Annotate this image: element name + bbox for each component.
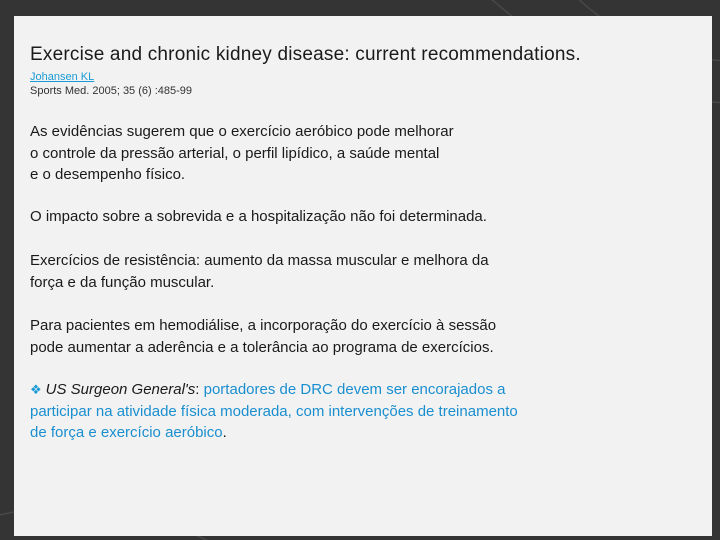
paragraph-line: As evidências sugerem que o exercício aeróbico pode melhorar (30, 123, 454, 140)
colon-text: : (195, 381, 204, 398)
paragraph-line (30, 422, 630, 444)
paragraph-hemodialysis (30, 315, 630, 358)
recommendation-text: de força e exercício aeróbico (30, 424, 223, 441)
citation-text: Sports Med. 2005; 35 (6) :485-99 (30, 85, 193, 97)
diamond-bullet-icon: ❖ (30, 382, 42, 397)
recommendation-text: portadores de DRC devem ser encorajados a (203, 381, 506, 398)
paragraph-line: participar na atividade física moderada, com intervenções de treinamento (30, 402, 518, 420)
paragraph-line: O impacto sobre a sobrevida e a hospitalização não foi determinada. (30, 208, 487, 225)
paragraph-line (30, 379, 630, 401)
paragraph-survival-impact (30, 206, 630, 228)
paragraph-aerobic-evidence (30, 121, 570, 186)
paragraph-resistance-exercise (30, 250, 630, 293)
paragraph-line: o controle da pressão arterial, o perfil lipídico, a saúde mental (30, 144, 440, 162)
paragraph-line: força e da função muscular. (30, 273, 215, 291)
author-link[interactable]: Johansen KL (30, 71, 95, 83)
paragraph-line: pode aumentar a aderência e a tolerância ao programa de exercícios. (30, 338, 494, 356)
paragraph-line: e o desempenho físico. (30, 166, 186, 183)
paragraph-line: Exercícios de resistência: aumento da massa muscular e melhora da (30, 252, 489, 269)
paragraph-surgeon-general (30, 379, 630, 444)
slide-title: Exercise and chronic kidney disease: current recommendations. (30, 44, 581, 65)
paragraph-line: Para pacientes em hemodiálise, a incorporação do exercício à sessão (30, 317, 497, 334)
surgeon-general-label: US Surgeon General's (45, 381, 196, 398)
period-text: . (222, 424, 227, 441)
